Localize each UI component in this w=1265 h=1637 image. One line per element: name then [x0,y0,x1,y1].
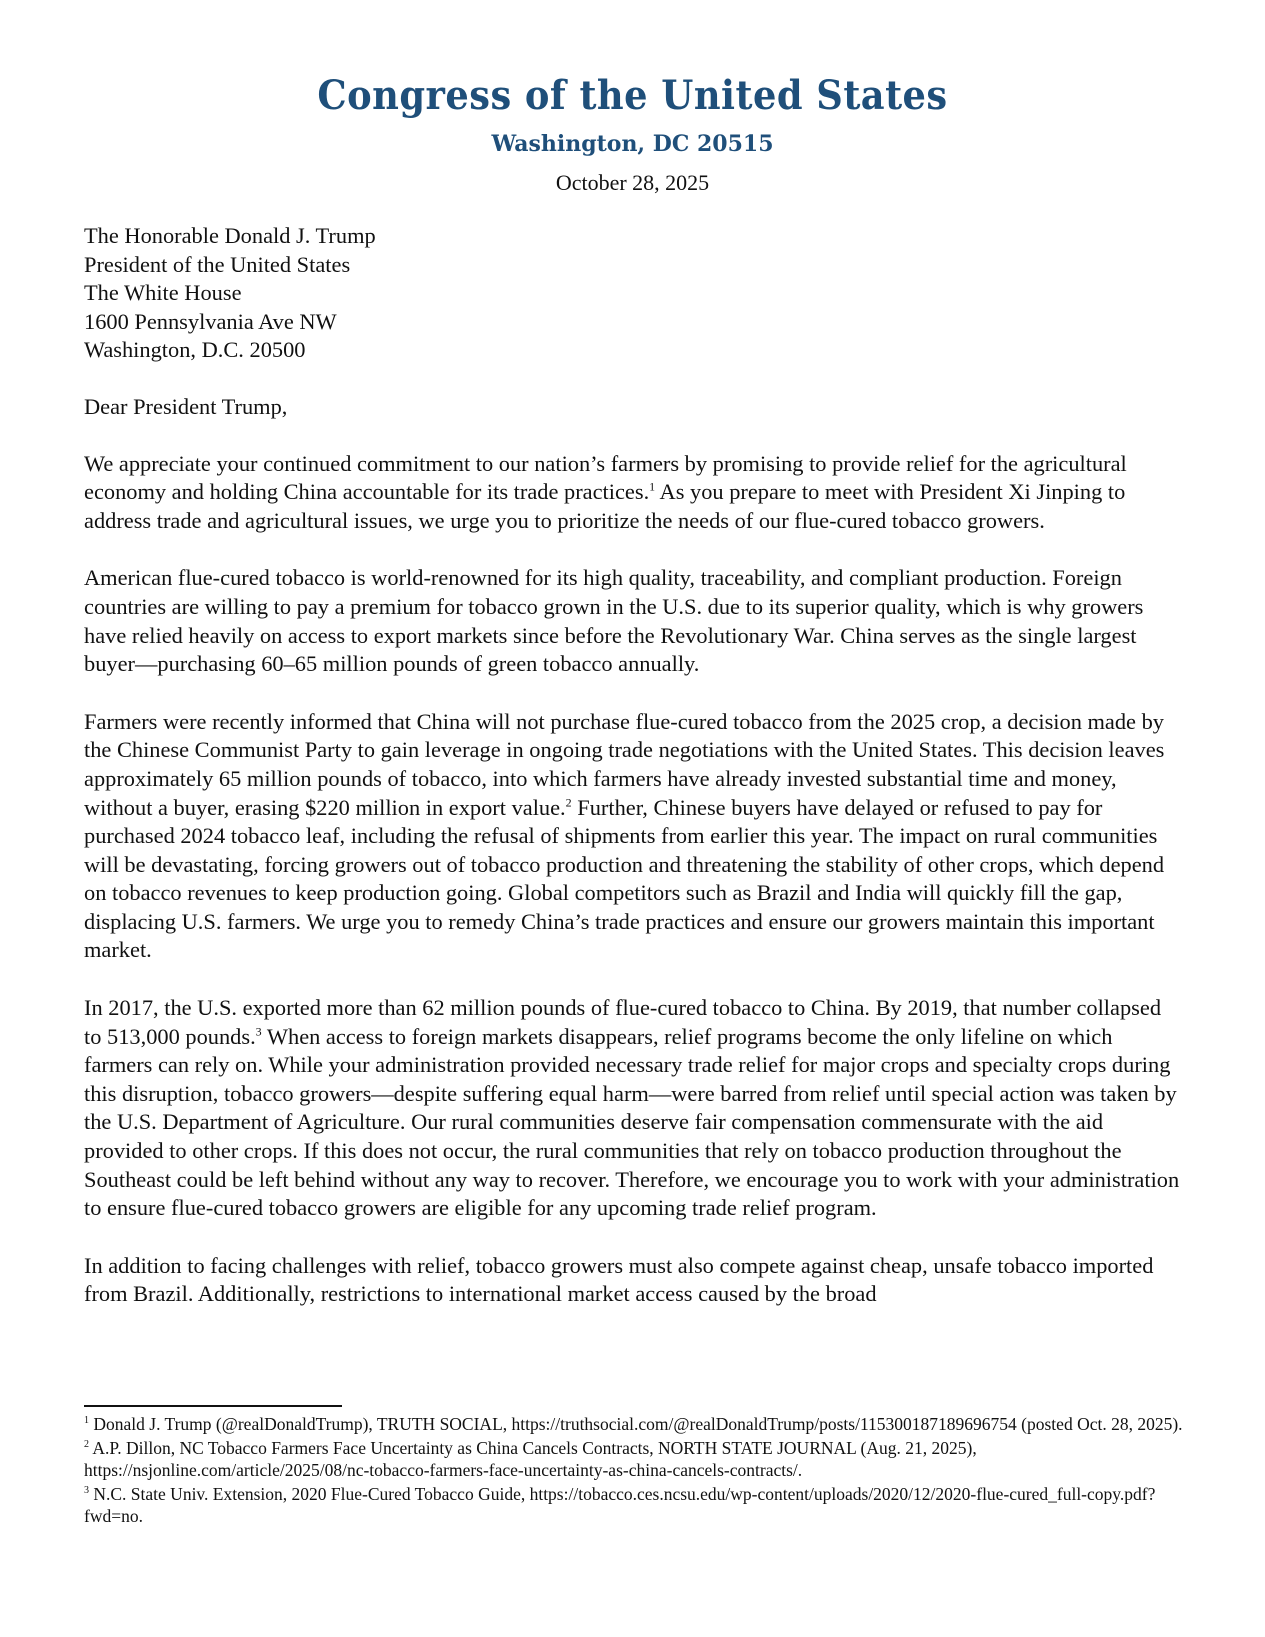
footnote-ref-3[interactable]: 3 [255,1024,262,1039]
footnote-ref-2[interactable]: 2 [565,795,572,810]
paragraph-text: Further, Chinese buyers have delayed or refused to pay for purchased 2024 tobacco leaf, including the refusal of shipments from earlier this year. The impact on rural communities will be devastating, forcing growers out of tobacco production and threatening the stability of other crops, which depend on tobacco revenues to keep production going. Global competitors such as Brazil and India will quickly fill the gap, displacing U.S. farmers. We urge you to remedy China’s trade practices and ensure our growers maintain this important market. [84,794,1165,963]
footnote-number: 1 [84,1415,89,1427]
paragraph-5: In addition to facing challenges with relief, tobacco growers must also compete against cheap, unsafe tobacco imported from Brazil. Additionally, restrictions to international market access caused by the broad [84,1252,1154,1307]
recipient-line: President of the United States [84,251,351,277]
footnote-text: Donald J. Trump (@realDonaldTrump), TRUTH SOCIAL, https://truthsocial.com/@realDonaldTrump/posts/115300187189696754 (posted Oct. 28, 2025). [89,1414,1183,1434]
recipient-address [84,222,1184,365]
letterhead [0,70,1265,198]
footnote-2 [84,1437,1194,1482]
paragraph-text: In 2017, the U.S. exported more than 62 million pounds of flue-cured tobacco to China. By 2019, that number collapsed to 513,000 pounds. [84,995,1162,1049]
paragraph-text: When access to foreign markets disappears, relief programs become the only lifeline on which farmers can rely on. While your administration provided necessary trade relief for major crops and specialty crops during this disruption, tobacco growers—despite suffering equal harm—were barred from relief until special action was taken by the U.S. Department of Agriculture. Our rural communities deserve fair compensation commensurate with the aid provided to other crops. If this does not occur, the rural communities that rely on tobacco production throughout the Southeast could be left behind without any way to recover. Therefore, we encourage you to work with your administration to ensure flue-cured tobacco growers are eligible for any upcoming trade relief program. [84,1023,1180,1221]
recipient-line: 1600 Pennsylvania Ave NW [84,308,337,334]
letterhead-title: Congress of the United States [317,72,948,119]
footnote-ref-1[interactable]: 1 [649,479,656,494]
paragraph-text: As you prepare to meet with President Xi Jinping to address trade and agricultural issues, we urge you to prioritize the needs of our flue-cured tobacco growers. [84,479,1126,533]
paragraph-text: Farmers were recently informed that China will not purchase flue-cured tobacco from the 2025 crop, a decision made by the Chinese Communist Party to gain leverage in ongoing trade negotiations with the United States. This decision leaves approximately 65 million pounds of tobacco, into which farmers have already invested substantial time and money, without a buyer, erasing $220 million in export value. [84,708,1165,820]
letterhead-city: Washington, DC 20515 [491,131,774,157]
paragraph-2: American flue-cured tobacco is world-renowned for its high quality, traceability, and compliant production. Foreign countries are willing to pay a premium for tobacco grown in the U.S. due to its superior quality, which is why growers have relied heavily on access to export markets since before the Revolutionary War. China serves as the single largest buyer—purchasing 60–65 million pounds of green tobacco annually. [84,565,1144,677]
paragraph-text: We appreciate your continued commitment to our nation’s farmers by promising to provide relief for the agricultural economy and holding China accountable for its trade practices. [84,450,1127,505]
paragraph-4 [84,994,1184,1223]
footnote-number: 3 [84,1484,89,1496]
recipient-line: The Honorable Donald J. Trump [84,223,376,248]
footnote-text: N.C. State Univ. Extension, 2020 Flue-Cured Tobacco Guide, https://tobacco.ces.ncsu.edu/wp-content/uploads/2020/12/2020-flue-cured_full-copy.pdf?fwd=no. [84,1483,1156,1526]
footnote-number: 2 [84,1438,89,1450]
recipient-line: The White House [84,280,242,306]
footnote-3 [84,1483,1194,1528]
recipient-line: Washington, D.C. 20500 [84,337,306,363]
footnote-divider [84,1405,342,1407]
letter-body [84,222,1184,1338]
footnote-1 [84,1413,1194,1436]
letter-date: October 28, 2025 [555,170,710,195]
salutation: Dear President Trump, [84,393,288,419]
paragraph-3 [84,708,1184,965]
footnotes [84,1413,1194,1529]
footnote-text: A.P. Dillon, NC Tobacco Farmers Face Uncertainty as China Cancels Contracts, NORTH STATE JOURNAL (Aug. 21, 2025), https://nsjonline.com/article/2025/08/nc-tobacco-farmers-face-uncertainty-as-china-cancels-contracts/. [84,1437,977,1480]
paragraph-1 [84,450,1184,536]
